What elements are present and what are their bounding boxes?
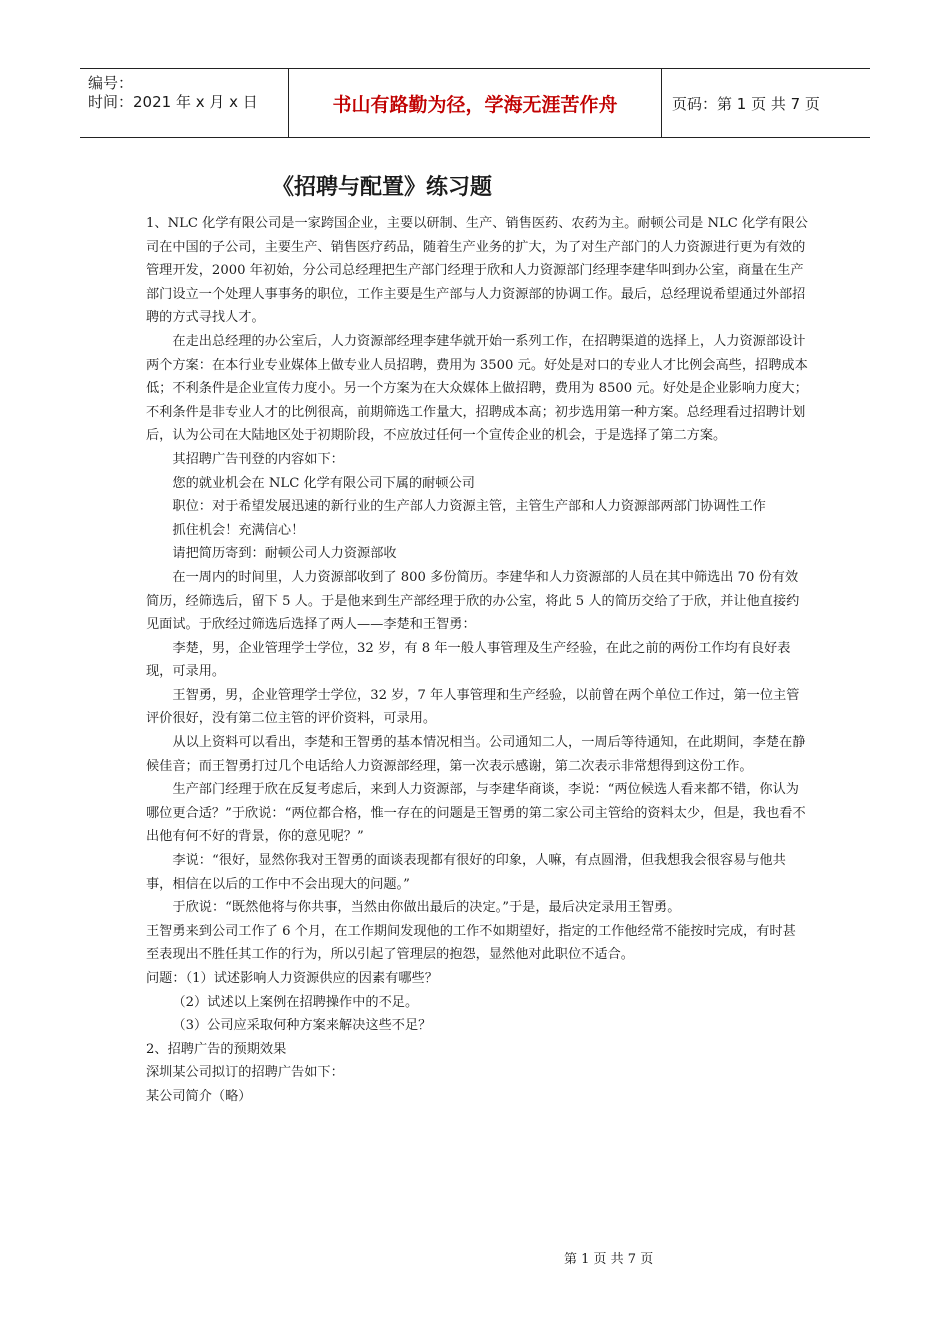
body-paragraph: 职位：对于希望发展迅速的新行业的生产部人力资源主管，主管生产部和人力资源部两部门协调性工作 (172, 499, 766, 515)
page-footer: 第 1 页 共 7 页 (564, 1252, 654, 1267)
body-paragraph: 某公司简介（略） (146, 1088, 252, 1104)
body-paragraph: （3）公司应采取何种方案来解决这些不足？ (172, 1018, 432, 1034)
body-paragraph: 在走出总经理的办公室后，人力资源部经理李建华就开始一系列工作，在招聘渠道的选择上，人力资源部设计两个方案：在本行业专业媒体上做专业人员招聘，费用为 3500 元。好处是对口的专业人才比例会高些，招聘成本低；不利条件是企业宣传力度小。另一个方案为在大众媒体上做招聘，费用为 8500 元。好处是企业影响力度大；不利条件是非专业人才的比例很高，前期筛选工作量大，招聘成本高；初步选用第一种方案。总经理看过招聘计划后，认为公司在大陆地区处于初期阶段，不应放过任何一个宣传企业的机会，于是选择了第二方案。 (146, 333, 808, 444)
body-paragraph: 抓住机会！充满信心！ (172, 522, 305, 538)
header-meta (80, 69, 289, 137)
document-title: 《招聘与配置》练习题 (272, 175, 493, 200)
body-paragraph: 请把简历寄到：耐顿公司人力资源部收 (172, 546, 397, 562)
body-paragraph: 王智勇，男，企业管理学士学位，32 岁，7 年人事管理和生产经验，以前曾在两个单位工作过，第一位主管评价很好，没有第二位主管的评价资料，可录用。 (146, 687, 800, 727)
header-page-number: 页码：第 1 页 共 7 页 (672, 94, 820, 113)
document-number-label: 编号： (88, 74, 134, 92)
body-paragraph: 李楚，男，企业管理学士学位，32 岁，有 8 年一般人事管理及生产经验，在此之前的两份工作均有良好表现，可录用。 (146, 640, 791, 680)
body-paragraph: 2、招聘广告的预期效果 (146, 1041, 287, 1057)
document-body (146, 212, 808, 1109)
body-paragraph: 深圳某公司拟订的招聘广告如下： (146, 1065, 344, 1081)
body-paragraph: 其招聘广告刊登的内容如下： (172, 451, 344, 467)
body-paragraph: 生产部门经理于欣在反复考虑后，来到人力资源部，与李建华商谈，李说：“两位候选人看来都不错，你认为哪位更合适？”于欣说：“两位都合格，惟一存在的问题是王智勇的第二家公司主管给的资料太少，但是，我也看不出他有何不好的背景，你的意见呢？” (146, 782, 806, 845)
document-date-label: 时间：2021 年 x 月 x 日 (88, 93, 258, 111)
page-header (80, 68, 870, 138)
body-paragraph: 李说：“很好，显然你我对王智勇的面谈表现都有很好的印象，人嘛，有点圆滑，但我想我会很容易与他共事，相信在以后的工作中不会出现大的问题。” (146, 853, 786, 892)
header-motto: 书山有路勤为径，学海无涯苦作舟 (289, 69, 662, 137)
body-paragraph: （2）试述以上案例在招聘操作中的不足。 (172, 994, 419, 1010)
body-paragraph: 王智勇来到公司工作了 6 个月，在工作期间发现他的工作不如期望好，指定的工作他经常不能按时完成，有时甚至表现出不胜任其工作的行为，所以引起了管理层的抱怨，显然他对此职位不适合。 (146, 923, 796, 963)
body-paragraph: 问题：（1）试述影响人力资源供应的因素有哪些？ (146, 971, 438, 986)
body-paragraph: 于欣说：“既然他将与你共事，当然由你做出最后的决定。”于是，最后决定录用王智勇。 (172, 900, 681, 916)
body-paragraph: 从以上资料可以看出，李楚和王智勇的基本情况相当。公司通知二人，一周后等待通知，在此期间，李楚在静候佳音；而王智勇打过几个电话给人力资源部经理，第一次表示感谢，第二次表示非常想得到这份工作。 (146, 735, 806, 774)
body-paragraph: 在一周内的时间里，人力资源部收到了 800 多份简历。李建华和人力资源部的人员在其中筛选出 70 份有效简历，经筛选后，留下 5 人。于是他来到生产部经理于欣的办公室，将此 5 人的简历交给了于欣，并让他直接约见面试。于欣经过筛选后选择了两人——李楚和王智勇： (146, 569, 800, 633)
body-paragraph: 1、NLC 化学有限公司是一家跨国企业，主要以研制、生产、销售医药、农药为主。耐顿公司是 NLC 化学有限公司在中国的子公司，主要生产、销售医疗药品，随着生产业务的扩大，为了对生产部门的人力资源进行更为有效的管理开发，2000 年初始，分公司总经理把生产部门经理于欣和人力资源部门经理李建华叫到办公室，商量在生产部门设立一个处理人事事务的职位，工作主要是生产部与人力资源部的协调工作。最后，总经理说希望通过外部招聘的方式寻找人才。 (146, 216, 808, 326)
body-paragraph: 您的就业机会在 NLC 化学有限公司下属的耐顿公司 (172, 475, 475, 491)
